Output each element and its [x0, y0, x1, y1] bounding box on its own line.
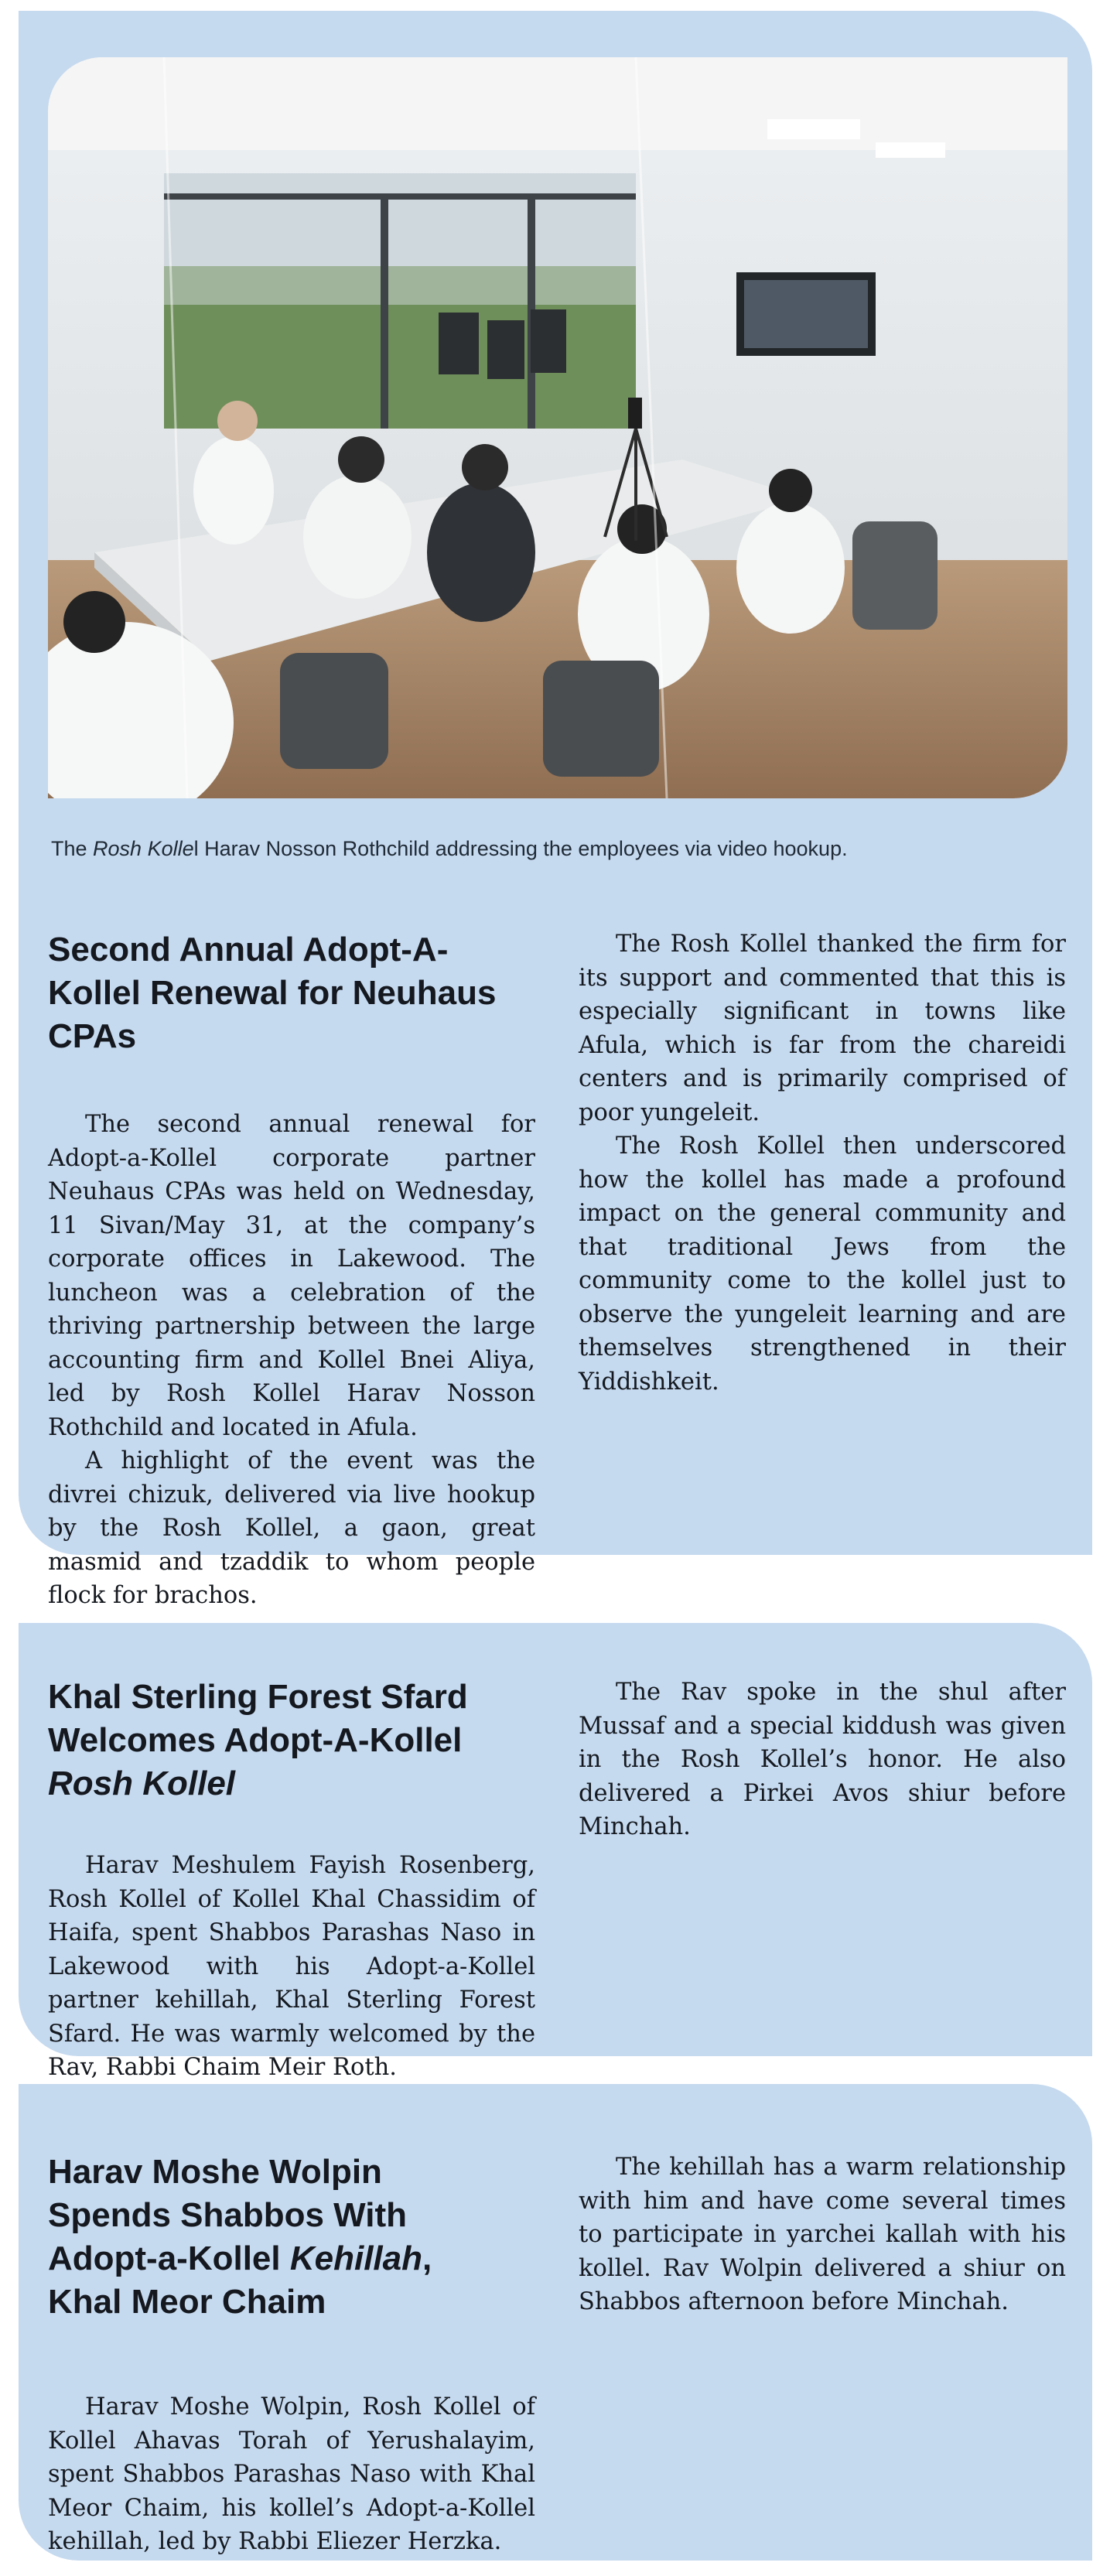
article-sterling-forest-p2: The Rav spoke in the shul after Mussaf and a special kiddush was given in the Rosh Kollel’s honor. He also delivered a Pirkei Avos shiur before Minchah. [579, 1679, 1066, 1840]
article-sterling-forest-p1: Harav Meshulem Fayish Rosenberg, Rosh Kollel of Kollel Khal Chassidim of Haifa, spent Shabbos Parashas Naso in Lakewood with his Adopt-a-Kollel partner kehillah, Khal Sterling Forest Sfard. He was warmly welcomed by the Rav, Rabbi Chaim Meir Roth. [48, 1852, 535, 2081]
article-neuhaus-col-right [579, 928, 1066, 1399]
conference-room-photo [48, 57, 1067, 798]
headline-neuhaus: Second Annual Adopt-A-Kollel Renewal for Neuhaus CPAs [48, 931, 497, 1055]
article-neuhaus-col-left [48, 1108, 535, 1613]
article-sterling-forest-col-left [48, 1849, 535, 2085]
article-wolpin-p2: The kehillah has a warm relationship with him and have come several times to participate in yarchei kallah with his kollel. Rav Wolpin delivered a shiur on Shabbos afternoon before Minchah. [579, 2154, 1066, 2315]
headline-sterling-forest: Khal Sterling Forest Sfard Welcomes Adopt-A-Kollel Rosh Kollel [48, 1678, 468, 1802]
article-neuhaus-p2: A highlight of the event was the divrei chizuk, delivered via live hookup by the Rosh Kollel, a gaon, great masmid and tzaddik to whom people flock for brachos. [48, 1447, 535, 1609]
photo-caption: The Rosh Kollel Harav Nosson Rothchild addressing the employees via video hookup. [51, 837, 848, 860]
photo-illustration [48, 57, 1067, 798]
article-neuhaus-p1: The second annual renewal for Adopt-a-Kollel corporate partner Neuhaus CPAs was held on Wednesday, 11 Sivan/May 31, at the company’s corporate offices in Lakewood. The luncheon was a celebration of the thriving partnership between the large accounting firm and Kollel Bnei Aliya, led by Rosh Kollel Harav Nosson Rothchild and located in Afula. [48, 1111, 535, 1441]
headline-wolpin: Harav Moshe Wolpin Spends Shabbos With Adopt-a-Kollel Kehillah, Khal Meor Chaim [48, 2153, 432, 2321]
article-wolpin-col-right [579, 2151, 1066, 2319]
article-neuhaus-p3: The Rosh Kollel thanked the firm for its support and commented that this is especially significant in towns like Afula, which is far from the chareidi centers and is primarily comprised of poor yungeleit. [579, 931, 1066, 1126]
article-wolpin-col-left [48, 2390, 535, 2559]
article-sterling-forest-col-right [579, 1676, 1066, 1844]
article-neuhaus-p4: The Rosh Kollel then underscored how the kollel has made a profound impact on the general community and that traditional Jews from the community come to the kollel just to observe the yungeleit learning and are themselves strengthened in their Yiddishkeit. [579, 1133, 1066, 1396]
article-wolpin-p1: Harav Moshe Wolpin, Rosh Kollel of Kollel Ahavas Torah of Yerushalayim, spent Shabbos Parashas Naso with Khal Meor Chaim, his kollel’s Adopt-a-Kollel kehillah, led by Rabbi Eliezer Herzka. [48, 2393, 535, 2555]
